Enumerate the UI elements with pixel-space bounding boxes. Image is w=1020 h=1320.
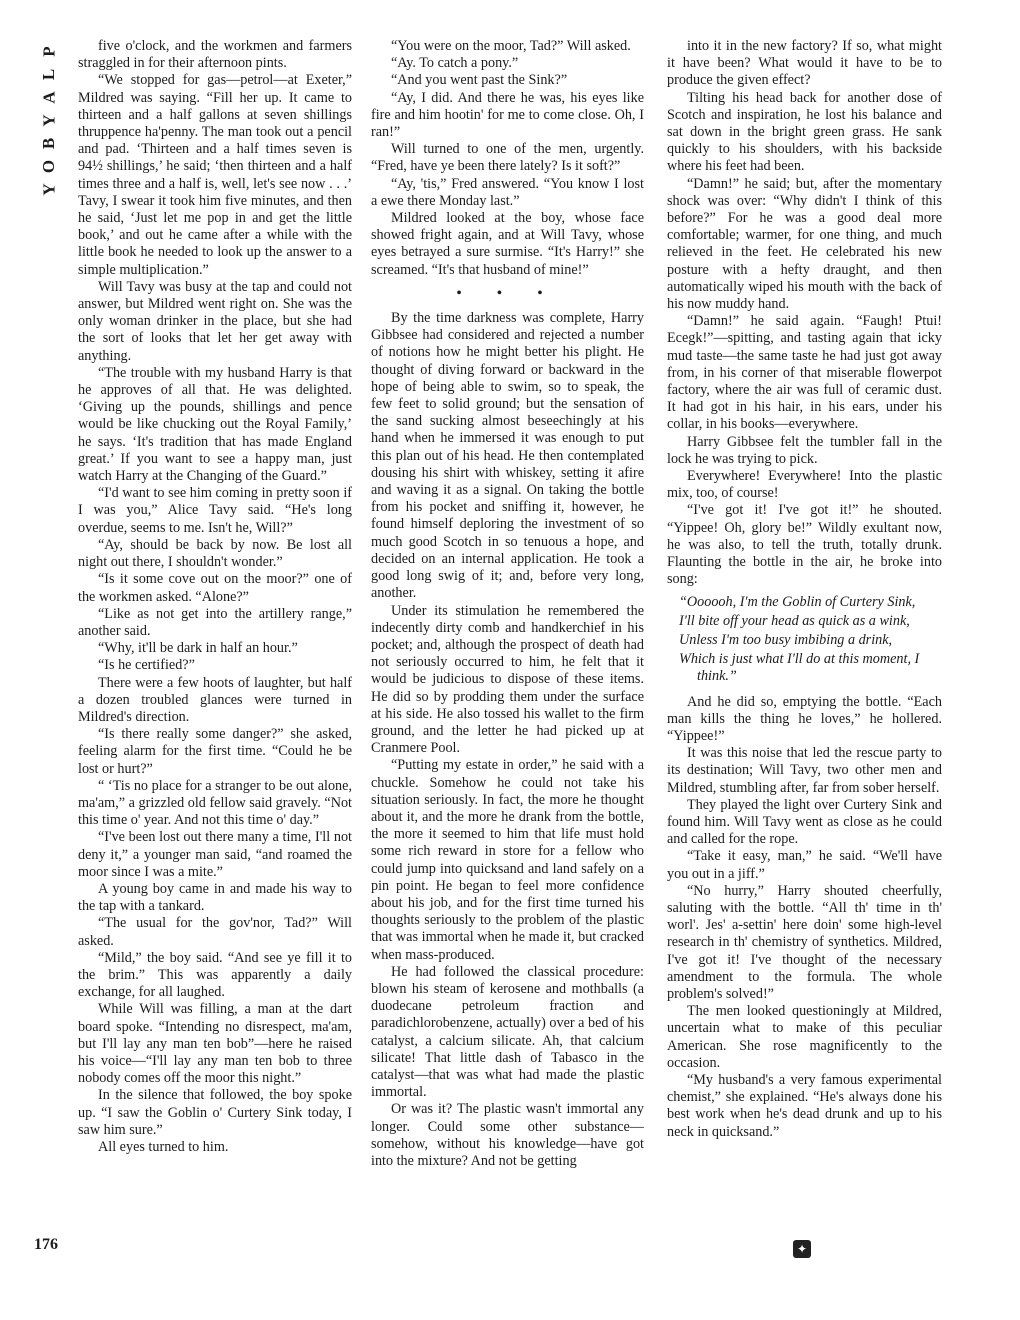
paragraph: “I'd want to see him coming in pretty soon if I was you,” Alice Tavy said. “He's long overdue, seems to me. Isn't he, Will?”: [78, 485, 352, 536]
column-3-part-a: [667, 38, 942, 589]
paragraph: “Ay, should be back by now. Be lost all night out there, I shouldn't wonder.”: [78, 536, 352, 571]
paragraph: “And you went past the Sink?”: [391, 72, 568, 89]
song-verse: [667, 594, 942, 686]
paragraph: A young boy came in and made his way to the tap with a tankard.: [78, 880, 352, 915]
verse-line: Unless I'm too busy imbibing a drink,: [679, 631, 893, 648]
paragraph: Mildred looked at the boy, whose face showed fright again, and at Will Tavy, whose eyes betrayed a sure surmise. “It's Harry!” she screamed. “It's that husband of mine!”: [371, 210, 644, 278]
paragraph: Everywhere! Everywhere! Into the plastic mix, too, of course!: [667, 468, 942, 502]
paragraph: “Putting my estate in order,” he said with a chuckle. Somehow he could not take his situation seriously. In fact, the more he thought about it, and the more he drank from the bottle, the more it seemed to him that life must hold some rich reward in store for a fellow who could jump into quicksand and land safely on a pin point. He began to feel more confidence about his job, and for the first time turned his thoughts seriously to the problem of the plastic that was immortal when he made it, but cracked when mass-produced.: [371, 757, 644, 963]
paragraph: “Why, it'll be dark in half an hour.”: [98, 640, 298, 657]
section-separator: • • •: [456, 285, 559, 301]
paragraph: “We stopped for gas—petrol—at Exeter,” Mildred was saying. “Fill her up. It came to thirteen and a half gallons at seven shillings thruppence ha'penny. The man took out a pencil and pad. ‘Thirteen and a half times seven is 94½ shillings,’ he said; ‘then thirteen and a half times three and a half is, well, let's see now . . .’ Tavy, I swear it took him five minutes, and then he said, ‘Just let me pop in and get the little book,’ and out he came after a while with the little book he needed to look up the answer to a simple multiplication.”: [78, 72, 352, 278]
paragraph: “Ay. To catch a pony.”: [391, 55, 519, 72]
paragraph: “The usual for the gov'nor, Tad?” Will asked.: [78, 915, 352, 949]
masthead-letter: Y: [39, 114, 59, 127]
paragraph: “Take it easy, man,” he said. “We'll have you out in a jiff.”: [667, 848, 942, 882]
masthead-letter: B: [39, 137, 59, 150]
page-number: 176: [34, 1236, 58, 1253]
paragraph: “Damn!” he said; but, after the momentary shock was over: “Why didn't I think of this before?” For he was a good deal more comfortable; warmer, for one thing, and much relieved in the feet. He celebrated his new posture with a hefty draught, and then automatically wiped his mouth with the back of his now muddy hand.: [667, 175, 942, 313]
paragraph: They played the light over Curtery Sink and found him. Will Tavy went as close as he could and called for the rope.: [667, 796, 942, 848]
verse-line: Which is just what I'll do at this moment, I think.”: [679, 651, 920, 685]
paragraph: By the time darkness was complete, Harry Gibbsee had considered and rejected a number of notions how he might better his plight. He thought of diving forward or backward in the hope of being able to swim, so to speak, the few feet to solid ground; but the sensation of the sand sucking almost beseechingly at his hand when he immersed it was enough to put this plan out of his head. He then contemplated dousing his shirt with whiskey, setting it afire and waving it as a signal. On taking the bottle from his pocket and sniffing it, however, he found himself deploring the investment of so much good Scotch in so tenuous a hope, and decided on an internal application. He took a good long swig of it; and, before very long, another.: [371, 310, 644, 602]
paragraph: While Will was filling, a man at the dart board spoke. “Intending no disrespect, ma'am, but I'll lay any man ten bob”—here he raised his voice—“I'll lay any man ten bob to three nobody comes off the moor this night.”: [78, 1001, 352, 1087]
paragraph: In the silence that followed, the boy spoke up. “I saw the Goblin o' Curtery Sink today, I saw him sure.”: [78, 1087, 352, 1138]
paragraph: “Like as not get into the artillery range,” another said.: [78, 605, 352, 639]
paragraph: “ ‘Tis no place for a stranger to be out alone, ma'am,” a grizzled old fellow said gravely. “Not this time o' year. And not this time o' day.”: [78, 777, 352, 829]
column-3-part-b: [667, 694, 942, 1141]
paragraph: “My husband's a very famous experimental chemist,” she explained. “He's always done his best work when he's dead drunk and up to his neck in quicksand.”: [667, 1071, 942, 1140]
paragraph: five o'clock, and the workmen and farmers straggled in for their afternoon pints.: [78, 38, 352, 72]
paragraph: Will turned to one of the men, urgently. “Fred, have ye been there lately? Is it soft?”: [371, 141, 644, 175]
verse-line: “Oooooh, I'm the Goblin of Curtery Sink,: [679, 593, 916, 610]
paragraph: “Is it some cove out on the moor?” one of the workmen asked. “Alone?”: [78, 571, 352, 605]
paragraph: “Ay, 'tis,” Fred answered. “You know I lost a ewe there Monday last.”: [371, 175, 644, 209]
paragraph: Tilting his head back for another dose of Scotch and inspiration, he lost his balance and sat down in the bright green grass. He sank quickly to his shoulders, with his backside where his feet had been.: [667, 89, 942, 175]
paragraph: Or was it? The plastic wasn't immortal any longer. Could some other substance—somehow, without his knowledge—have got into the mixture? And not be getting: [371, 1101, 644, 1169]
verse-line: I'll bite off your head as quick as a wink,: [679, 612, 910, 629]
paragraph: “I've been lost out there many a time, I'll not deny it,” a younger man said, “and roamed the moor since I was a mite.”: [78, 829, 352, 880]
paragraph: He had followed the classical procedure: blown his steam of kerosene and mothballs (a duodecane petroleum fraction and paradichlorobenzene, actually) over a bed of his catalyst, a calcium silicate. Ah, that calcium silicate! That little dash of Tabasco in the catalyst—that was what had made the plastic immortal.: [371, 963, 644, 1101]
column-3: [667, 38, 942, 1141]
paragraph: Will Tavy was busy at the tap and could not answer, but Mildred went right on. She was the only woman drinker in the place, but she had the sort of looks that let her get away with anything.: [78, 278, 352, 364]
bunny-icon: ✦: [793, 1240, 811, 1258]
paragraph: “No hurry,” Harry shouted cheerfully, saluting with the bottle. “All th' time in th' worl'. Jes' a-settin' here doin' some high-level research in th' chemistry of synthetics. Mildred, I've got it! I've thought of the necessary amendment to the formula. The whole problem's solved!”: [667, 882, 942, 1002]
masthead-letter: L: [39, 68, 59, 81]
paragraph: “Is there really some danger?” she asked, feeling alarm for the first time. “Could he be lost or hurt?”: [78, 726, 352, 777]
column-2-part-b: [371, 310, 644, 1170]
paragraph: All eyes turned to him.: [98, 1139, 229, 1155]
paragraph: “The trouble with my husband Harry is that he approves of all that. He was delighted. ‘Giving up the pounds, shillings and pence would be like chucking out the Royal Family,’ he says. ‘It's tradition that has made England great.’ If you want to see a happy man, just watch Harry at the Changing of the Guard.”: [78, 364, 352, 485]
paragraph: “Ay, I did. And there he was, his eyes like fire and him hootin' for me to come close. Oh, I ran!”: [371, 89, 644, 141]
paragraph: “Mild,” the boy said. “And see ye fill it to the brim.” This was apparently a daily exchange, for all laughed.: [78, 949, 352, 1001]
masthead-letter: P: [39, 46, 59, 57]
paragraph: The men looked questioningly at Mildred, uncertain what to make of this peculiar American. She rose magnificently to the occasion.: [667, 1003, 942, 1071]
column-1: [78, 38, 352, 1156]
masthead-letter: O: [39, 159, 59, 174]
paragraph: Under its stimulation he remembered the indecently dirty comb and handkerchief in his pocket; and, although the prospect of death had not seriously occurred to him, he felt that it would be judicious to dispose of these items. He did so by prodding them under the surface at his side. He also tossed his wallet to the firm ground, and the letter he had picked up at Cranmere Pool.: [371, 602, 644, 757]
paragraph: It was this noise that led the rescue party to its destination; Will Tavy, two other men and Mildred, stumbling after, far from sober herself.: [667, 745, 942, 796]
paragraph: There were a few hoots of laughter, but half a dozen troubled glances were turned in Mildred's direction.: [78, 674, 352, 725]
paragraph: “Damn!” he said again. “Faugh! Ptui! Ecegk!”—spitting, and tasting again that icky mud taste—the same taste he had just got away from, in his corner of that miserable flowerpot factory, where the air was full of ceramic dust. It had got in his hair, in his ears, under his collar, in his books—everywhere.: [667, 313, 942, 433]
paragraph: Harry Gibbsee felt the tumbler fall in the lock he was trying to pick.: [667, 433, 942, 467]
paragraph: “You were on the moor, Tad?” Will asked.: [391, 38, 631, 54]
masthead-letter: A: [39, 91, 59, 104]
masthead-letter: Y: [39, 183, 59, 196]
column-2-part-a: [371, 38, 644, 279]
paragraph: into it in the new factory? If so, what might it have been? What would it have to be to produce the given effect?: [667, 38, 942, 89]
masthead: [36, 40, 62, 201]
paragraph: “I've got it! I've got it!” he shouted. “Yippee! Oh, glory be!” Wildly exultant now, he was also, to tell the truth, totally drunk. Flaunting the bottle in the air, he broke into song:: [667, 502, 942, 588]
column-2: [371, 38, 644, 1170]
paragraph: And he did so, emptying the bottle. “Each man kills the thing he loves,” he hollered. “Yippee!”: [667, 693, 942, 744]
paragraph: “Is he certified?”: [98, 657, 195, 674]
